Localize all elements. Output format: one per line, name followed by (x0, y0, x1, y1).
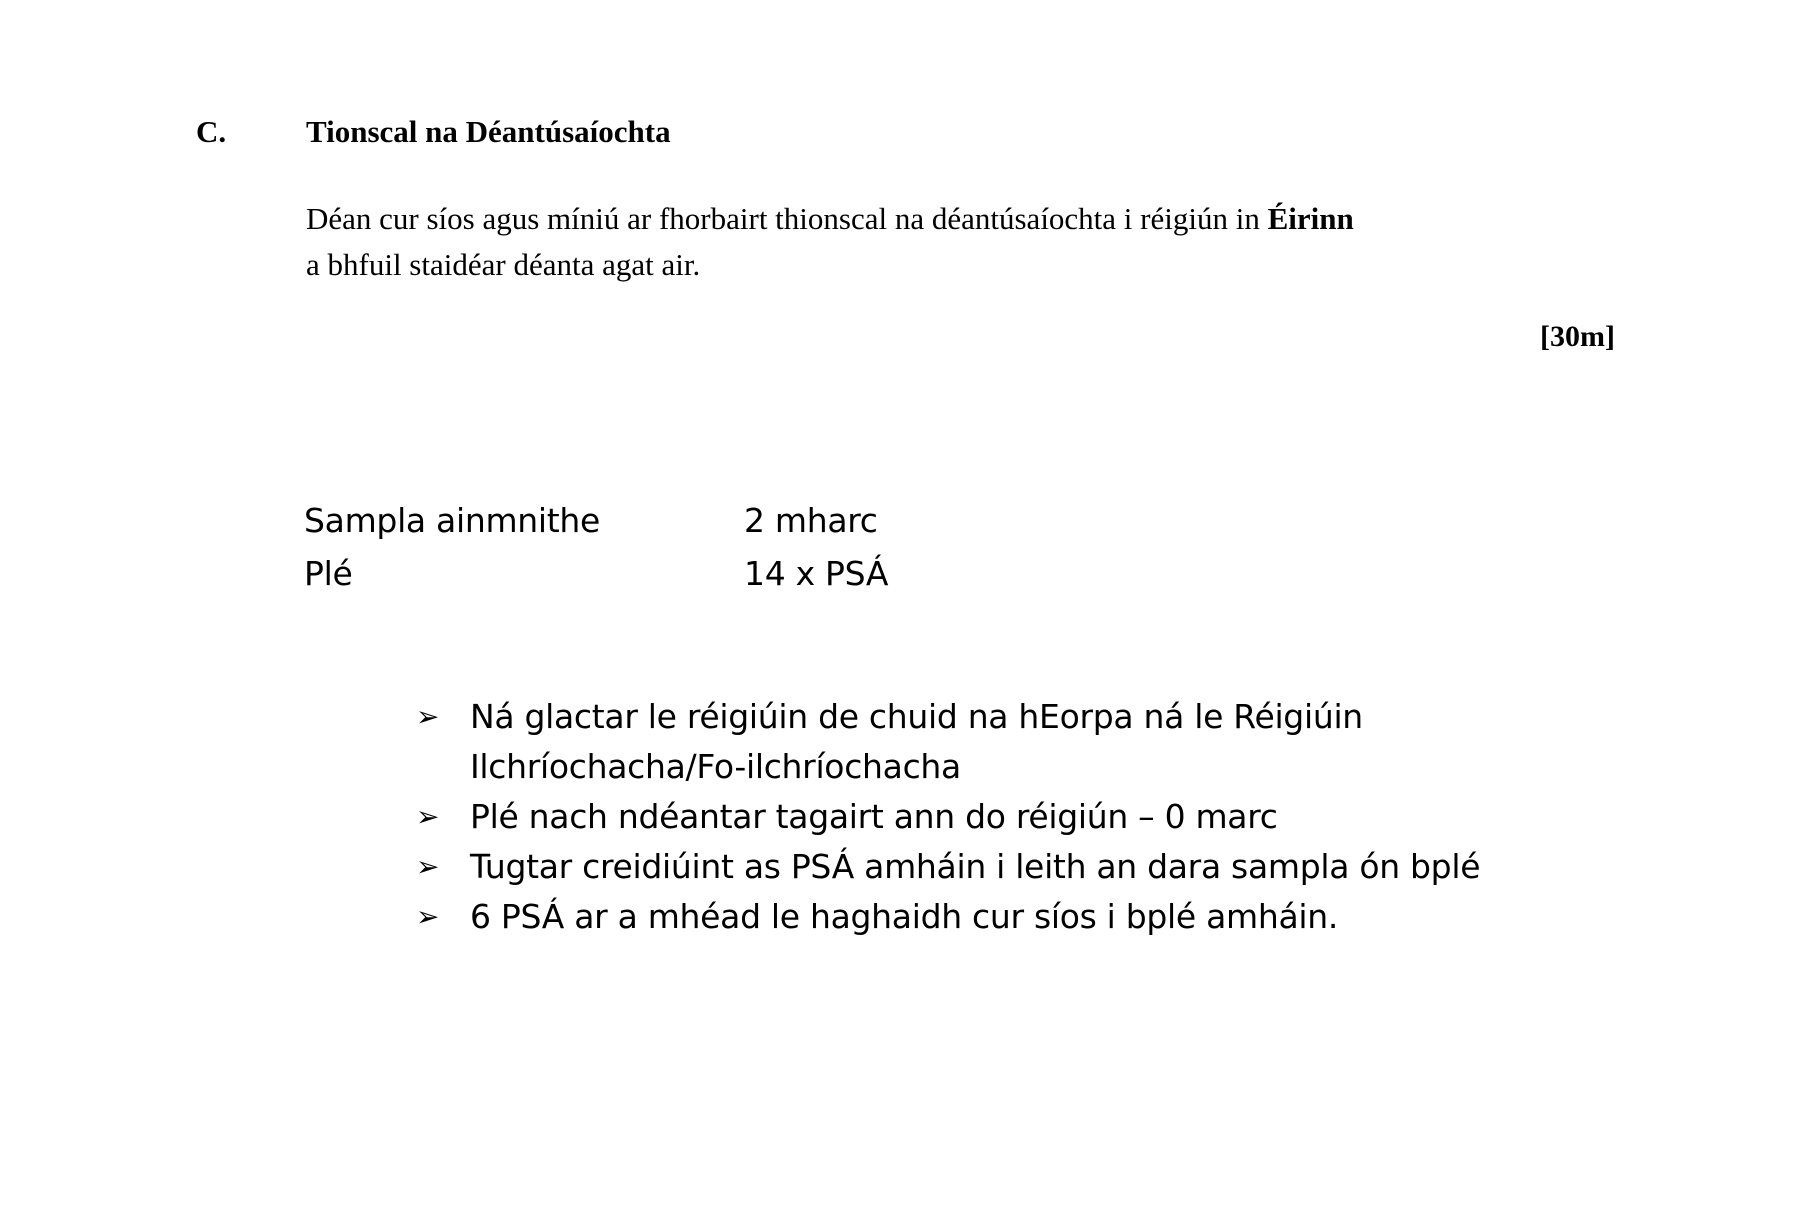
section-letter: C. (196, 114, 227, 149)
list-item (416, 692, 1746, 792)
list-item-text (470, 792, 1746, 842)
arrowhead-bullet-icon: ➢ (416, 700, 440, 733)
list-item-line-1: Tugtar creidiúint as PSÁ amháin i leith an dara sampla ón bplé (470, 847, 1481, 886)
question-line-2: a bhfuil staidéar déanta agat air. (306, 247, 701, 282)
list-item (416, 842, 1746, 892)
question-country-emphasis: Éirinn (1267, 201, 1354, 236)
marking-scheme-table (304, 494, 1564, 600)
list-item-text (470, 692, 1746, 792)
arrowhead-bullet-icon: ➢ (416, 800, 440, 833)
scheme-label: Sampla ainmnithe (304, 501, 601, 540)
marks-allocation: [30m] (1540, 320, 1615, 353)
scheme-label: Plé (304, 554, 353, 593)
list-item-line-1: 6 PSÁ ar a mhéad le haghaidh cur síos i bplé amháin. (470, 897, 1339, 936)
scheme-row (304, 494, 1564, 547)
scheme-value: 14 x PSÁ (744, 554, 889, 593)
question-text (306, 196, 1566, 288)
list-item (416, 792, 1746, 842)
arrowhead-bullet-icon: ➢ (416, 850, 440, 883)
question-line-1-text: Déan cur síos agus míniú ar fhorbairt thionscal na déantúsaíochta i réigiún in (306, 201, 1268, 236)
list-item-line-2: Ilchríochacha/Fo-ilchríochacha (470, 747, 961, 786)
list-item-line-1: Ná glactar le réigiúin de chuid na hEorpa ná le Réigiúin (470, 697, 1363, 736)
question-line-1 (306, 196, 1566, 242)
scheme-value: 2 mharc (744, 501, 878, 540)
list-item-line-1: Plé nach ndéantar tagairt ann do réigiún – 0 marc (470, 797, 1278, 836)
list-item-text (470, 842, 1746, 892)
scheme-row (304, 547, 1564, 600)
list-item (416, 892, 1746, 942)
section-title: Tionscal na Déantúsaíochta (306, 114, 671, 149)
arrowhead-bullet-icon: ➢ (416, 900, 440, 933)
list-item-text (470, 892, 1746, 942)
marking-notes-list (416, 692, 1746, 942)
section-heading (196, 116, 1496, 147)
